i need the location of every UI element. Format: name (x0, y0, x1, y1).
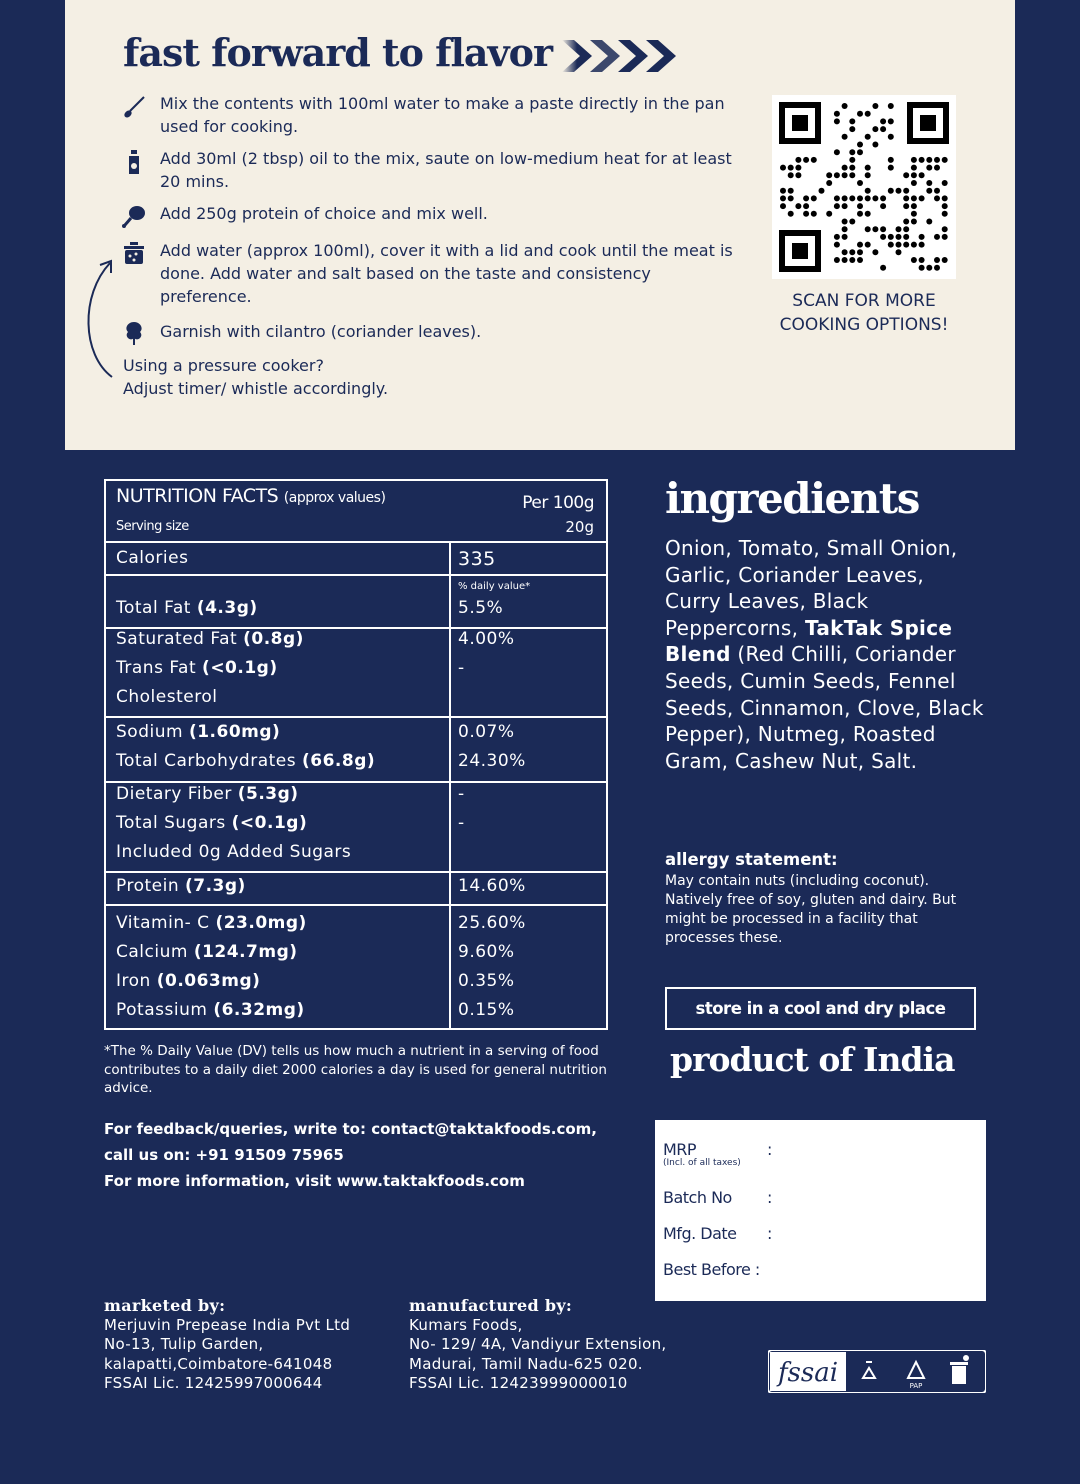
qr-module (934, 257, 940, 263)
qr-module (849, 118, 855, 124)
nutrient-name: Total Fat (4.3g) (116, 598, 258, 618)
nutrient-amount: (<0.1g) (231, 813, 308, 833)
serving-size-label: Serving size (116, 519, 189, 534)
nutrient-amount: (5.3g) (237, 784, 299, 804)
qr-module (842, 165, 848, 171)
qr-module (919, 157, 925, 163)
nutrient-daily-value: 4.00% (458, 629, 515, 649)
qr-module (919, 172, 925, 178)
qr-module (926, 265, 932, 271)
qr-module (849, 257, 855, 263)
qr-module (811, 195, 817, 201)
qr-module (865, 111, 871, 117)
marketed-line: FSSAI Lic. 12425997000644 (104, 1374, 323, 1392)
qr-module (849, 172, 855, 178)
qr-module (903, 242, 909, 248)
qr-module (911, 172, 917, 178)
qr-module (903, 203, 909, 209)
fssai-logo-text: fssai (777, 1358, 839, 1388)
pressure-note-line-1: Using a pressure cooker? (123, 356, 324, 375)
qr-module (888, 165, 894, 171)
pressure-cooker-note (123, 354, 388, 400)
qr-module (834, 172, 840, 178)
nutrient-name: Dietary Fiber (5.3g) (116, 784, 299, 804)
spice-blend-name: TakTak Spice Blend (665, 615, 953, 667)
qr-module (888, 234, 894, 240)
fast-forward-chevrons-icon (560, 38, 690, 74)
qr-module (942, 234, 948, 240)
qr-module (934, 234, 940, 240)
qr-module (911, 219, 917, 225)
qr-module (942, 257, 948, 263)
qr-module (903, 195, 909, 201)
mrp-box (655, 1120, 986, 1301)
divider (106, 871, 606, 873)
qr-module (849, 165, 855, 171)
nutrient-name: Cholesterol (116, 687, 218, 707)
nutrient-daily-value: 5.5% (458, 598, 504, 618)
qr-module (795, 203, 801, 209)
qr-module (888, 118, 894, 124)
nutrient-name: Total Sugars (<0.1g) (116, 813, 308, 833)
nutrient-name: Calcium (124.7mg) (116, 942, 298, 962)
ingredients-title: ingredients (665, 474, 919, 523)
qr-module (880, 195, 886, 201)
column-divider (449, 541, 451, 1030)
nutrient-amount: (124.7mg) (193, 942, 298, 962)
qr-module (911, 211, 917, 217)
qr-module (834, 234, 840, 240)
batch-colon: : (767, 1188, 773, 1207)
qr-module (795, 165, 801, 171)
qr-module (903, 234, 909, 240)
qr-module (826, 211, 832, 217)
nutrient-daily-value: 0.15% (458, 1000, 515, 1020)
nutrient-name: Potassium (6.32mg) (116, 1000, 305, 1020)
qr-module (926, 219, 932, 225)
qr-module (911, 180, 917, 186)
nutrient-amount: (4.3g) (196, 598, 258, 618)
qr-module (872, 195, 878, 201)
nutrient-amount: (0.8g) (243, 629, 304, 649)
qr-module (942, 180, 948, 186)
qr-module (934, 157, 940, 163)
qr-module (919, 242, 925, 248)
qr-module (926, 157, 932, 163)
curved-arrow-icon (78, 255, 122, 380)
qr-module (865, 188, 871, 194)
step-2-text: Add 30ml (2 tbsp) oil to the mix, saute on low-medium heat for at least 20 mins. (160, 149, 732, 191)
best-before-label: Best Before : (663, 1260, 760, 1279)
nutrient-amount: (7.3g) (185, 876, 246, 896)
qr-module (857, 142, 863, 148)
batch-no-label: Batch No (663, 1188, 732, 1207)
qr-module (795, 157, 801, 163)
marketed-line: Merjuvin Prepease India Pvt Ltd (104, 1315, 351, 1334)
qr-module (880, 265, 886, 271)
qr-module (926, 165, 932, 171)
pressure-note-line-2: Adjust timer/ whistle accordingly. (123, 379, 389, 398)
qr-module (803, 203, 809, 209)
mrp-tax-note: (Incl. of all taxes) (663, 1158, 741, 1168)
qr-module (780, 165, 786, 171)
serving-size-value: 20g (565, 518, 594, 536)
qr-module (903, 219, 909, 225)
allergy-title: allergy statement: (665, 850, 838, 869)
qr-module (849, 157, 855, 163)
qr-module (896, 234, 902, 240)
qr-module (803, 211, 809, 217)
qr-module (942, 211, 948, 217)
nutrient-daily-value: 0.35% (458, 971, 515, 991)
qr-module (888, 242, 894, 248)
nutrition-facts-table (104, 479, 608, 1030)
qr-module (849, 126, 855, 132)
qr-module (872, 142, 878, 148)
nutrient-daily-value: 24.30% (458, 751, 526, 771)
nutrient-name: Saturated Fat (0.8g) (116, 629, 304, 649)
nutrient-daily-value: 14.60% (458, 876, 526, 896)
daily-value-label: % daily value* (458, 581, 531, 592)
divider (106, 781, 606, 783)
manufactured-line: No- 129/ 4A, Vandiyur Extension, (409, 1335, 667, 1353)
qr-module (880, 118, 886, 124)
qr-module (934, 165, 940, 171)
qr-module (780, 188, 786, 194)
qr-module (865, 172, 871, 178)
wavy-edge (65, 435, 1015, 457)
qr-module (842, 219, 848, 225)
product-origin: product of India (670, 1040, 955, 1079)
nutrient-daily-value: - (458, 813, 465, 833)
qr-module (926, 180, 932, 186)
qr-module (942, 195, 948, 201)
cooking-pot-icon (120, 240, 148, 268)
marketed-by-block (104, 1296, 350, 1394)
qr-module (911, 195, 917, 201)
qr-module (865, 165, 871, 171)
nutrient-name: Vitamin- C (23.0mg) (116, 913, 307, 933)
nutrient-name: Included 0g Added Sugars (116, 842, 352, 862)
dispose-bin-icon (950, 1355, 969, 1384)
qr-module (896, 226, 902, 232)
mrp-label: MRP (663, 1140, 697, 1159)
qr-module (888, 188, 894, 194)
qr-module (934, 265, 940, 271)
qr-module (857, 249, 863, 255)
contact-phone-line: call us on: +91 91509 75965 (104, 1146, 344, 1164)
qr-module (849, 219, 855, 225)
nutrient-name: Iron (0.063mg) (116, 971, 261, 991)
certification-logos (768, 1350, 986, 1393)
qr-module (896, 249, 902, 255)
qr-module (780, 203, 786, 209)
qr-module (842, 203, 848, 209)
manufactured-by-block (409, 1296, 666, 1394)
qr-module (865, 226, 871, 232)
nutrient-amount: (<0.1g) (202, 658, 278, 678)
qr-module (788, 165, 794, 171)
divider (106, 574, 606, 576)
qr-module (872, 249, 878, 255)
qr-module (880, 126, 886, 132)
manufactured-line: Madurai, Tamil Nadu-625 020. (409, 1354, 643, 1373)
nutrient-amount: (23.0mg) (215, 913, 307, 933)
calories-value: 335 (458, 548, 496, 570)
qr-module (811, 157, 817, 163)
nutrient-daily-value: 25.60% (458, 913, 526, 933)
qr-module (857, 111, 863, 117)
nutrient-name: Total Carbohydrates (66.8g) (116, 751, 376, 771)
qr-module (903, 172, 909, 178)
spoon-icon (120, 93, 148, 121)
qr-module (888, 157, 894, 163)
qr-module (849, 195, 855, 201)
marketed-line: No-13, Tulip Garden, (104, 1335, 264, 1353)
qr-module (926, 188, 932, 194)
qr-module (934, 188, 940, 194)
qr-module (857, 211, 863, 217)
step-4-text: Add water (approx 100ml), cover it with a lid and cook until the meat is done. Add water and salt based on the taste and consistency preference. (160, 241, 733, 306)
qr-module (888, 134, 894, 140)
nutrient-amount: (0.063mg) (156, 971, 261, 991)
oil-bottle-icon (120, 148, 148, 176)
nutrient-daily-value: 0.07% (458, 722, 515, 742)
qr-module (803, 157, 809, 163)
qr-module (842, 257, 848, 263)
qr-module (842, 103, 848, 109)
qr-module (919, 257, 925, 263)
nutrient-amount: (66.8g) (302, 751, 376, 771)
nutrient-amount: (1.60mg) (188, 722, 281, 742)
qr-module (880, 234, 886, 240)
nutrient-daily-value: - (458, 658, 465, 678)
qr-module (872, 226, 878, 232)
mrp-colon: : (767, 1140, 773, 1159)
qr-module (857, 203, 863, 209)
qr-module (819, 188, 825, 194)
mfg-date-label: Mfg. Date (663, 1224, 737, 1243)
allergy-text: May contain nuts (including coconut). Natively free of soy, gluten and dairy. But might be processed in a facility that processes these. (665, 873, 957, 946)
qr-module (842, 195, 848, 201)
manufactured-line: Kumars Foods, (409, 1315, 523, 1334)
pap-icon (908, 1362, 924, 1378)
qr-module (911, 203, 917, 209)
recycle-icon (863, 1362, 875, 1378)
qr-module (795, 172, 801, 178)
qr-module (888, 103, 894, 109)
manufactured-line: FSSAI Lic. 12423999000010 (409, 1374, 628, 1392)
marketed-line: kalapatti,Coimbatore-641048 (104, 1354, 333, 1373)
qr-module (911, 257, 917, 263)
qr-module (842, 234, 848, 240)
calories-label: Calories (116, 548, 189, 568)
ingredients-list: Onion, Tomato, Small Onion, Garlic, Coriander Leaves, Curry Leaves, Black Peppercorns, TakTak Spice Blend (Red Chilli, Coriander Seeds, Cumin Seeds, Fennel Seeds, Cinnamon, Clove, Black Pepper), Nutmeg, Roasted Gram, Cashew Nut, Salt. (665, 536, 984, 773)
qr-module (834, 257, 840, 263)
nutrient-amount: (6.32mg) (213, 1000, 305, 1020)
qr-module (857, 257, 863, 263)
cilantro-icon (120, 318, 148, 346)
qr-module (849, 249, 855, 255)
qr-module (826, 180, 832, 186)
qr-module (911, 157, 917, 163)
qr-module (865, 195, 871, 201)
qr-module (865, 242, 871, 248)
qr-module (872, 126, 878, 132)
qr-module (849, 149, 855, 155)
marketed-by-title: marketed by: (104, 1296, 226, 1315)
qr-module (788, 195, 794, 201)
qr-module (942, 226, 948, 232)
qr-module (803, 195, 809, 201)
qr-code[interactable] (772, 95, 956, 279)
qr-module (911, 242, 917, 248)
qr-module (903, 188, 909, 194)
qr-module (788, 172, 794, 178)
nutrient-name: Trans Fat (<0.1g) (116, 658, 278, 678)
qr-module (919, 234, 925, 240)
qr-module (826, 172, 832, 178)
pap-text: PAP (909, 1382, 923, 1390)
qr-module (865, 134, 871, 140)
nutrient-daily-value: 9.60% (458, 942, 515, 962)
qr-module (788, 211, 794, 217)
nutrient-name: Sodium (1.60mg) (116, 722, 281, 742)
qr-module (857, 242, 863, 248)
directions-title: fast forward to flavor (123, 30, 552, 75)
qr-module (834, 203, 840, 209)
qr-module (919, 195, 925, 201)
per-100g-label: Per 100g (522, 493, 594, 513)
qr-module (896, 188, 902, 194)
qr-module (865, 211, 871, 217)
qr-module (896, 242, 902, 248)
nutrient-name: Protein (7.3g) (116, 876, 246, 896)
divider (106, 904, 606, 906)
step-3-text: Add 250g protein of choice and mix well. (160, 204, 488, 223)
qr-module (934, 195, 940, 201)
qr-module (834, 242, 840, 248)
qr-module (857, 149, 863, 155)
qr-module (857, 195, 863, 201)
qr-module (780, 195, 786, 201)
divider (106, 716, 606, 718)
qr-module (811, 211, 817, 217)
contact-email-line: For feedback/queries, write to: contact@taktakfoods.com, (104, 1120, 597, 1138)
step-5-text: Garnish with cilantro (coriander leaves). (160, 322, 482, 341)
divider (106, 541, 606, 543)
storage-instruction: store in a cool and dry place (665, 987, 976, 1030)
mfg-colon: : (767, 1224, 773, 1243)
qr-caption: SCAN FOR MORE COOKING OPTIONS! (779, 291, 949, 335)
qr-module (842, 134, 848, 140)
qr-module (842, 172, 848, 178)
contact-website-line: For more information, visit www.taktakfoods.com (104, 1172, 525, 1190)
qr-module (842, 249, 848, 255)
qr-module (788, 188, 794, 194)
contact-info (104, 1116, 597, 1194)
qr-module (834, 195, 840, 201)
qr-module (880, 226, 886, 232)
qr-module (834, 149, 840, 155)
qr-module (834, 111, 840, 117)
manufactured-by-title: manufactured by: (409, 1296, 573, 1315)
nutrient-daily-value: - (458, 784, 465, 804)
step-1-text: Mix the contents with 100ml water to make a paste directly in the pan used for cooking. (160, 94, 725, 136)
qr-module (903, 226, 909, 232)
chicken-leg-icon (120, 202, 148, 230)
qr-module (857, 180, 863, 186)
daily-value-footnote: *The % Daily Value (DV) tells us how much a nutrient in a serving of food contributes to a daily diet 2000 calories a day is used for general nutrition advice. (104, 1043, 607, 1096)
qr-module (842, 226, 848, 232)
nutrition-title: NUTRITION FACTS (approx values) (116, 485, 386, 507)
qr-module (834, 118, 840, 124)
qr-module (919, 265, 925, 271)
qr-module (872, 103, 878, 109)
qr-module (942, 157, 948, 163)
qr-module (942, 203, 948, 209)
qr-module (911, 165, 917, 171)
qr-module (880, 203, 886, 209)
